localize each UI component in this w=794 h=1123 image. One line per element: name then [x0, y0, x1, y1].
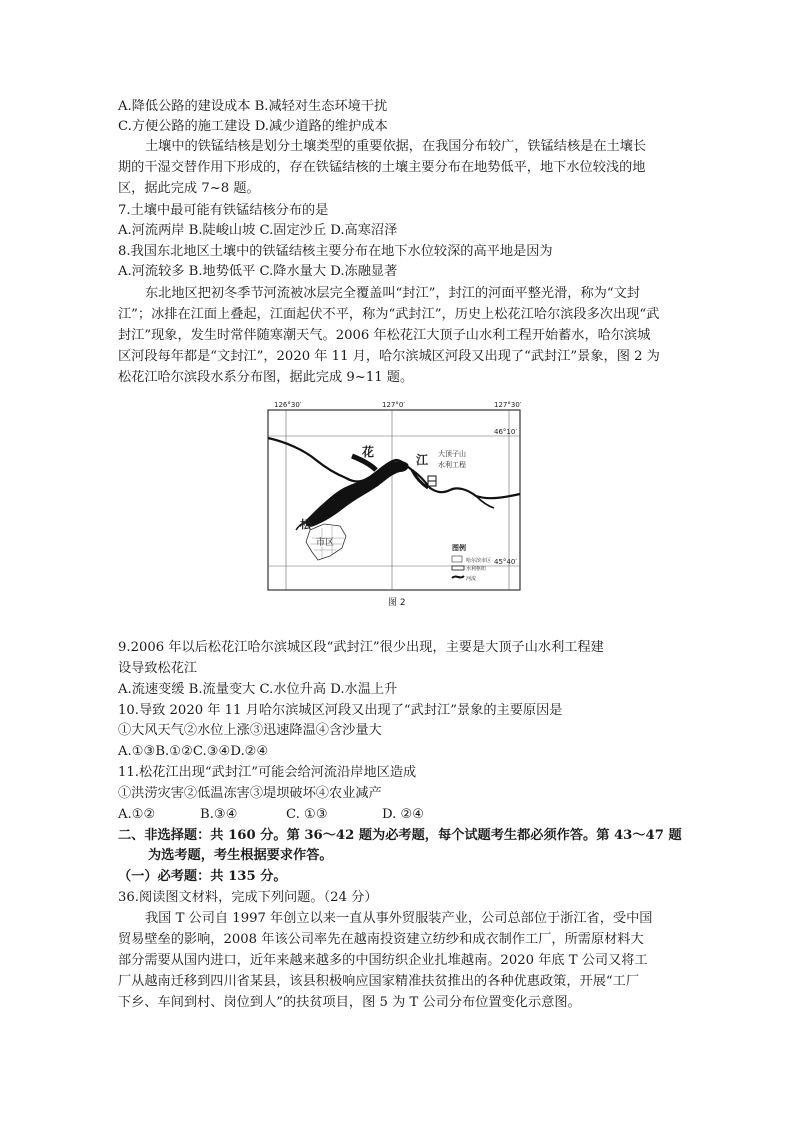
- q10-choices: ①大风天气②水位上涨③迅速降温④含沙量大: [118, 723, 382, 738]
- legend-dam-swatch: [452, 566, 464, 570]
- lon-label-1: 126°30′: [274, 401, 302, 409]
- q11-option-d: D. ②④: [382, 807, 425, 822]
- section2-required: （一）必考题：共 135 分。: [118, 869, 287, 884]
- q36-stem: 36.阅读图文材料，完成下列问题。（24 分）: [118, 890, 378, 905]
- project-label-2: 水利工程: [438, 461, 466, 469]
- lat-label-1: 46°10′: [494, 428, 517, 436]
- q10-options: A.①③B.①②C.③④D.②④: [118, 744, 269, 759]
- legend-item-city: 哈尔滨市区: [466, 558, 492, 564]
- city-label-2: 市区: [316, 538, 335, 548]
- map-svg: [266, 398, 526, 610]
- q36-line2: 贸易壁垒的影响，2008 年该公司率先在越南投资建立纺纱和成衣制作工厂，所需原材料大: [118, 932, 644, 947]
- passage-freeze-line1: 东北地区把初冬季节河流被冰层完全覆盖叫“封江”，封江的河面平整光滑，称为“文封: [145, 286, 640, 301]
- q9-stem-line2: 设导致松花江: [118, 661, 198, 676]
- passage-iron-line2: 期的干湿交替作用下形成的，存在铁锰结核的土壤主要分布在地势低平，地下水位较浅的地: [118, 160, 646, 175]
- passage-iron-line1: 土壤中的铁锰结核是划分土壤类型的重要依据，在我国分布较广，铁锰结核是在土壤长: [145, 139, 647, 154]
- river-label-1: 花: [362, 445, 375, 459]
- q7-stem: 7.土壤中最可能有铁锰结核分布的是: [118, 203, 329, 218]
- q6-options-line1: A.降低公路的建设成本 B.减轻对生态环境干扰: [118, 99, 388, 114]
- river-label-2: 江: [416, 453, 429, 467]
- passage-freeze-line5: 松花江哈尔滨段水系分布图，据此完成 9~11 题。: [118, 370, 414, 385]
- lon-label-2: 127°0′: [382, 401, 405, 409]
- lon-label-3: 127°30′: [494, 401, 522, 409]
- q36-line5: 下乡、车间到村、岗位到人”的扶贫项目，图 5 为 T 公司分布位置变化示意图。: [118, 995, 581, 1010]
- section2-heading-line1: 二、非选择题：共 160 分。第 36～42 题为必考题，每个试题考生都必须作答。第 43～47 题: [118, 828, 682, 843]
- q11-option-a: A.①②: [118, 807, 156, 822]
- section2-heading-line2: 为选考题，考生根据要求作答。: [148, 848, 333, 863]
- map-caption: 图 2: [388, 598, 406, 608]
- q11-option-c: C. ①③: [286, 807, 328, 822]
- legend-item-river: 河流: [466, 576, 477, 582]
- lat-label-2: 45°40′: [494, 558, 517, 566]
- q11-choices: ①洪涝灾害②低温冻害③堤坝破坏④农业减产: [118, 786, 382, 801]
- passage-iron-line3: 区，据此完成 7~8 题。: [118, 181, 260, 196]
- q9-options: A.流速变缓 B.流量变大 C.水位升高 D.水温上升: [118, 682, 398, 697]
- passage-freeze-line3: 封江”现象，发生时常伴随寒潮天气。2006 年松花江大顶子山水利工程开始蓄水，哈尔滨城: [118, 328, 651, 343]
- passage-freeze-line4: 区河段每年都是“文封江”，2020 年 11 月，哈尔滨城区河段又出现了“武封江”景象，图 2 为: [118, 349, 660, 364]
- q11-option-b: B.③④: [200, 807, 238, 822]
- project-label-1: 大顶子山: [438, 450, 466, 458]
- q8-options: A.河流较多 B.地势低平 C.降水量大 D.冻融显著: [118, 264, 398, 279]
- q36-line1: 我国 T 公司自 1997 年创立以来一直从事外贸服装产业，公司总部位于浙江省，受中国: [145, 911, 653, 926]
- q8-stem: 8.我国东北地区土壤中的铁锰结核主要分布在地下水位较深的高平地是因为: [118, 244, 553, 259]
- q36-line3: 部分需要从国内进口，近年来越来越多的中国纺织企业扎堆越南。2020 年底 T 公司又将工: [118, 953, 648, 968]
- q11-stem: 11.松花江出现“武封江”可能会给河流沿岸地区造成: [118, 765, 417, 780]
- q11-options: [118, 805, 424, 825]
- legend-item-dam: 水利枢纽: [466, 566, 487, 572]
- q36-line4: 厂从越南迁移到四川省某县，该县积极响应国家精准扶贫推出的各种优惠政策，开展“工厂: [118, 974, 640, 989]
- q6-options-line2: C.方便公路的施工建设 D.减少道路的维护成本: [118, 119, 388, 134]
- legend-title: 图例: [452, 544, 466, 552]
- q9-stem-line1: 9.2006 年以后松花江哈尔滨城区段“武封江”很少出现，主要是大顶子山水利工程建: [118, 640, 604, 655]
- q10-stem: 10.导致 2020 年 11 月哈尔滨城区河段又出现了“武封江”景象的主要原因是: [118, 703, 563, 718]
- songhua-river-map: [266, 398, 526, 610]
- passage-freeze-line2: 江”；冰排在江面上叠起，江面起伏不平，称为“武封江”，历史上松花江哈尔滨段多次出现“武: [118, 307, 660, 322]
- city-label-1: 松: [300, 518, 311, 531]
- legend-city-swatch: [452, 556, 462, 562]
- legend-river-swatch: [452, 576, 464, 578]
- q7-options: A.河流两岸 B.陡峻山坡 C.固定沙丘 D.高寒沼泽: [118, 223, 398, 238]
